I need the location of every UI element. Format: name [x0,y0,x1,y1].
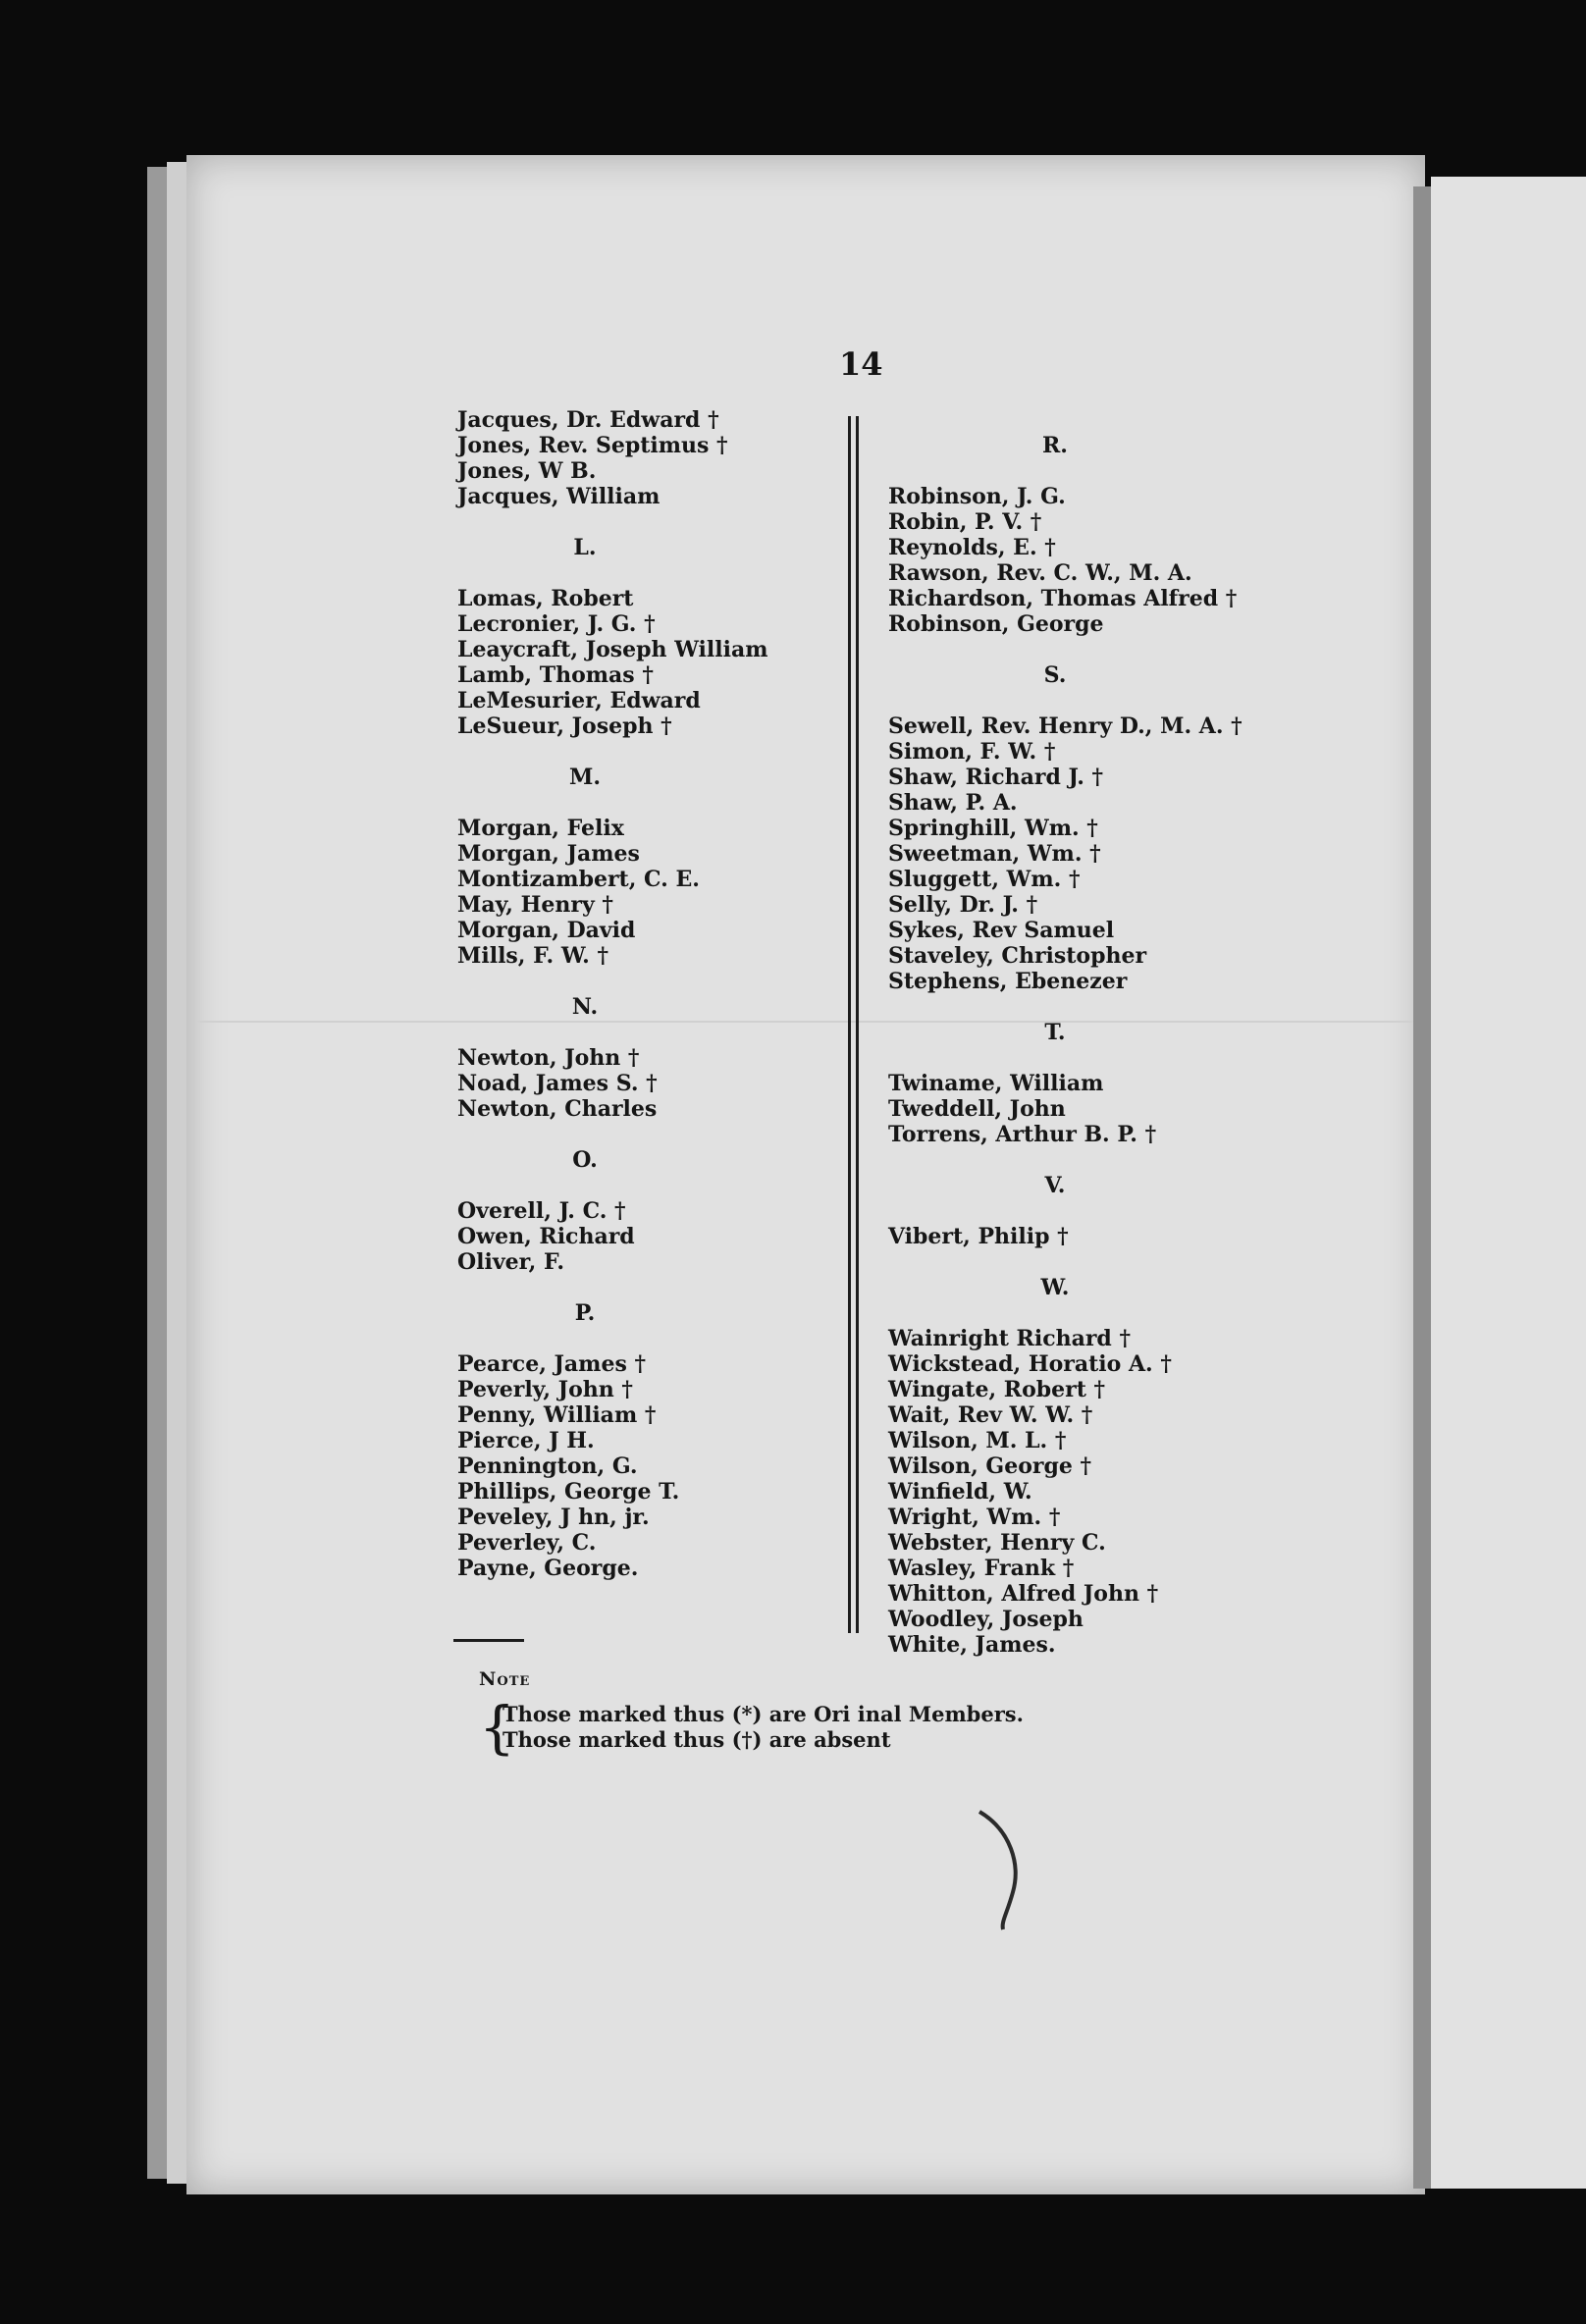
member-entry: Lecronier, J. G. † [457,611,656,637]
member-entry: Sluggett, Wm. † [888,867,1081,892]
member-entry: Overell, J. C. † [457,1198,626,1224]
right-column [888,407,1300,1658]
member-entry: Penny, William † [457,1402,657,1428]
member-entry: Lamb, Thomas † [457,662,654,688]
member-entry: Robin, P. V. † [888,509,1042,535]
member-entry: Selly, Dr. J. † [888,892,1038,918]
member-entry: White, James. [888,1632,1056,1658]
member-entry: Wainright Richard † [888,1326,1131,1351]
member-entry: Leaycraft, Joseph William [457,637,768,662]
member-entry: Pennington, G. [457,1453,638,1479]
left-column [457,407,850,1581]
member-entry: Wait, Rev W. W. † [888,1402,1093,1428]
member-entry: Rawson, Rev. C. W., M. A. [888,560,1192,586]
section-heading: W. [1040,1275,1070,1300]
note-title: Note [479,1668,531,1690]
member-entry: Peveley, J hn, jr. [457,1505,650,1530]
member-entry: Noad, James S. † [457,1071,658,1096]
member-entry: Springhill, Wm. † [888,816,1098,841]
column-divider-line [848,416,851,1633]
member-entry: Morgan, James [457,841,640,867]
member-entry: Vibert, Philip † [888,1224,1069,1249]
note-line: Those marked thus (†) are absent [502,1727,891,1752]
page-number: 14 [839,345,883,383]
member-entry: Wingate, Robert † [888,1377,1106,1402]
note-rule [453,1639,524,1642]
section-heading: O. [572,1147,598,1173]
member-entry: Montizambert, C. E. [457,867,700,892]
note-line: Those marked thus (*) are Ori inal Members. [502,1702,1024,1726]
member-entry: Staveley, Christopher [888,943,1147,969]
section-heading: R. [1042,433,1068,458]
brace-glyph: { [479,1694,515,1761]
member-entry: Richardson, Thomas Alfred † [888,586,1238,611]
member-entry: Wright, Wm. † [888,1505,1061,1530]
pencil-bracket-mark [972,1806,1031,1933]
member-entry: Twiname, William [888,1071,1104,1096]
facing-page [1431,177,1586,2189]
member-entry: Stephens, Ebenezer [888,969,1128,994]
member-entry: Newton, Charles [457,1096,658,1122]
member-entry: Sykes, Rev Samuel [888,918,1115,943]
member-entry: Shaw, Richard J. † [888,765,1104,790]
member-entry: Wickstead, Horatio A. † [888,1351,1172,1377]
member-entry: Wilson, M. L. † [888,1428,1067,1453]
member-entry: Jacques, William [457,484,661,509]
section-heading: M. [568,765,601,790]
member-entry: Shaw, P. A. [888,790,1018,816]
member-entry: Wilson, George † [888,1453,1092,1479]
member-entry: Pearce, James † [457,1351,646,1377]
member-entry: LeMesurier, Edward [457,688,701,713]
member-entry: Mills, F. W. † [457,943,608,969]
member-entry: Jones, W B. [457,458,597,484]
page-edge-inner [167,162,188,2184]
section-heading: T. [1044,1020,1066,1045]
member-entry: Owen, Richard [457,1224,635,1249]
member-entry: Sweetman, Wm. † [888,841,1101,867]
section-heading: S. [1043,662,1067,688]
member-entry: Winfield, W. [888,1479,1032,1505]
member-entry: Peverly, John † [457,1377,633,1402]
member-entry: Sewell, Rev. Henry D., M. A. † [888,713,1242,739]
note-block [479,1668,1024,1761]
member-entry: Reynolds, E. † [888,535,1056,560]
member-entry: Robinson, J. G. [888,484,1066,509]
section-heading: N. [571,994,599,1020]
member-entry: Payne, George. [457,1556,639,1581]
member-entry: Wasley, Frank † [888,1556,1075,1581]
member-entry: Morgan, Felix [457,816,624,841]
member-entry: Oliver, F. [457,1249,565,1275]
member-entry: Robinson, George [888,611,1104,637]
section-heading: P. [574,1300,596,1326]
member-entry: Webster, Henry C. [888,1530,1106,1556]
member-entry: May, Henry † [457,892,613,918]
member-entry: LeSueur, Joseph † [457,713,672,739]
column-divider-line [856,416,859,1633]
member-entry: Peverley, C. [457,1530,597,1556]
member-entry: Woodley, Joseph [888,1607,1084,1632]
member-entry: Newton, John † [457,1045,640,1071]
member-entry: Whitton, Alfred John † [888,1581,1159,1607]
member-entry: Phillips, George T. [457,1479,680,1505]
member-entry: Torrens, Arthur B. P. † [888,1122,1157,1147]
member-entry: Morgan, David [457,918,636,943]
member-entry: Jacques, Dr. Edward † [457,407,719,433]
book-gutter [1413,186,1431,2189]
member-entry: Pierce, J H. [457,1428,595,1453]
member-entry: Jones, Rev. Septimus † [457,433,728,458]
member-entry: Tweddell, John [888,1096,1066,1122]
member-entry: Simon, F. W. † [888,739,1056,765]
section-heading: V. [1044,1173,1066,1198]
member-entry: Lomas, Robert [457,586,634,611]
section-heading: L. [573,535,597,560]
